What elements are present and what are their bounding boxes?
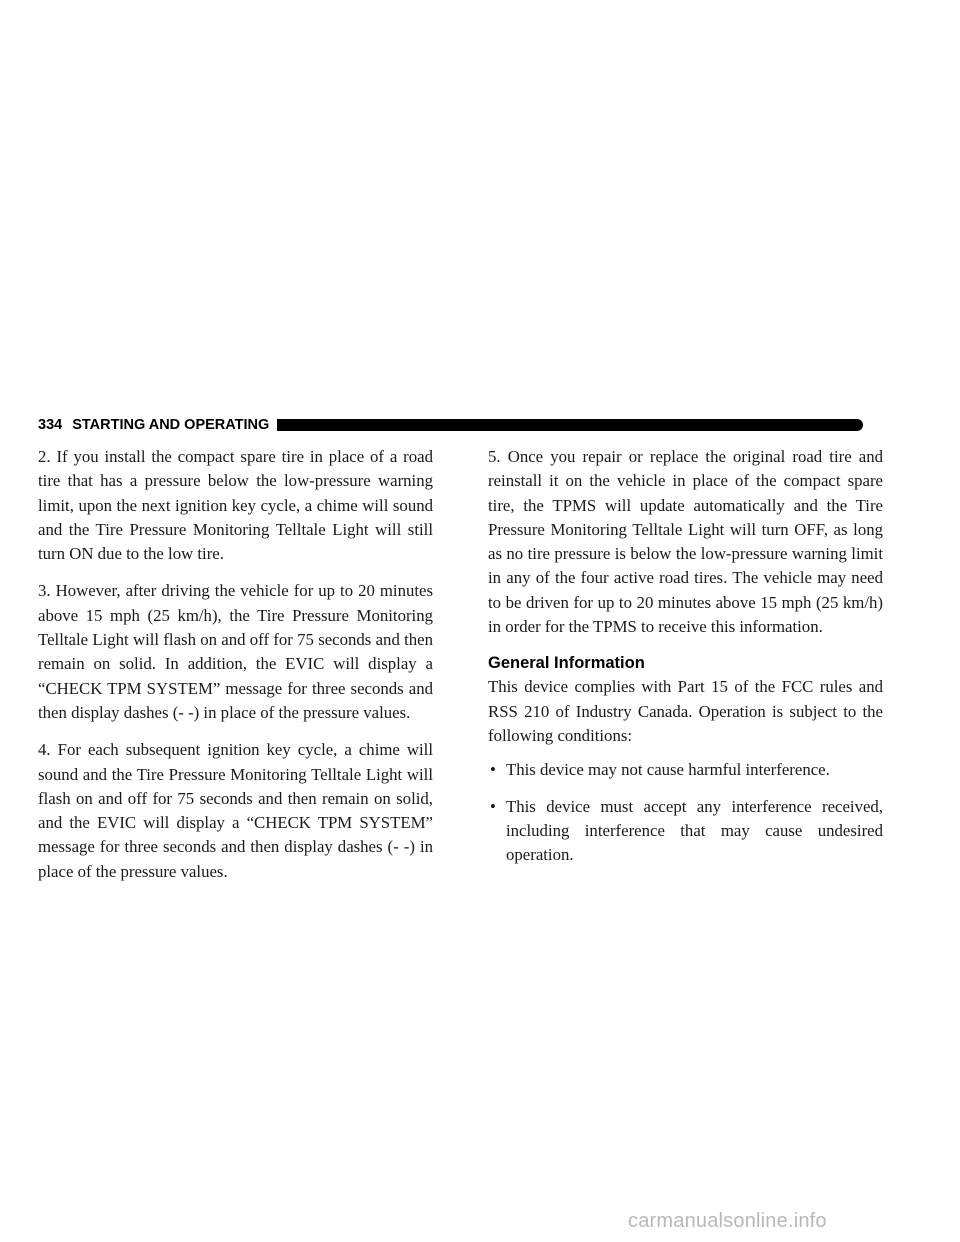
section-title: STARTING AND OPERATING [72,417,270,433]
bullet-icon: • [490,760,496,780]
fcc-intro-paragraph: This device complies with Part 15 of the FCC rules and RSS 210 of Industry Canada. Operation is subject to the following conditions: [488,677,883,745]
list-item-text: This device may not cause harmful interference. [506,760,830,780]
header-rule [277,419,863,431]
paragraph-step-3: 3. However, after driving the vehicle for up to 20 minutes above 15 mph (25 km/h), the Tire Pressure Monitoring Telltale Light will flash on and off for 75 seconds and then remain on solid. In addition, the EVIC will display a “CHECK TPM SYSTEM” message for three seconds and then display dashes (- -) in place of the pressure values. [38,581,433,722]
right-column [488,445,883,879]
bullet-icon: • [490,796,496,816]
list-item [488,758,883,782]
paragraph-step-5: 5. Once you repair or replace the original road tire and reinstall it on the vehicle in place of the compact spare tire, the TPMS will update automatically and the Tire Pressure Monitoring Telltale Light will turn OFF, as long as no tire pressure is below the low-pressure warning limit in any of the four active road tires. The vehicle may need to be driven for up to 20 minutes above 15 mph (25 km/h) in order for the TPMS to receive this information. [488,447,883,637]
paragraph-step-4: 4. For each subsequent ignition key cycle, a chime will sound and the Tire Pressure Monitoring Telltale Light will flash on and off for 75 seconds and then remain on solid, and the EVIC will display a “CHECK TPM SYSTEM” message for three seconds and then display dashes (- -) in place of the pressure values. [38,740,433,881]
page-number: 334 [38,417,63,433]
watermark: carmanualsonline.info [628,1210,827,1232]
general-information-heading: General Information [488,654,645,673]
left-column [38,445,433,897]
page-header [38,415,863,435]
list-item [488,795,883,868]
conditions-list [488,758,883,867]
list-item-text: This device must accept any interference received, including interference that may cause undesired operation. [506,796,883,865]
paragraph-step-2: 2. If you install the compact spare tire in place of a road tire that has a pressure below the low-pressure warning limit, upon the next ignition key cycle, a chime will sound and the Tire Pressure Monitoring Telltale Light will still turn ON due to the low tire. [38,447,433,564]
